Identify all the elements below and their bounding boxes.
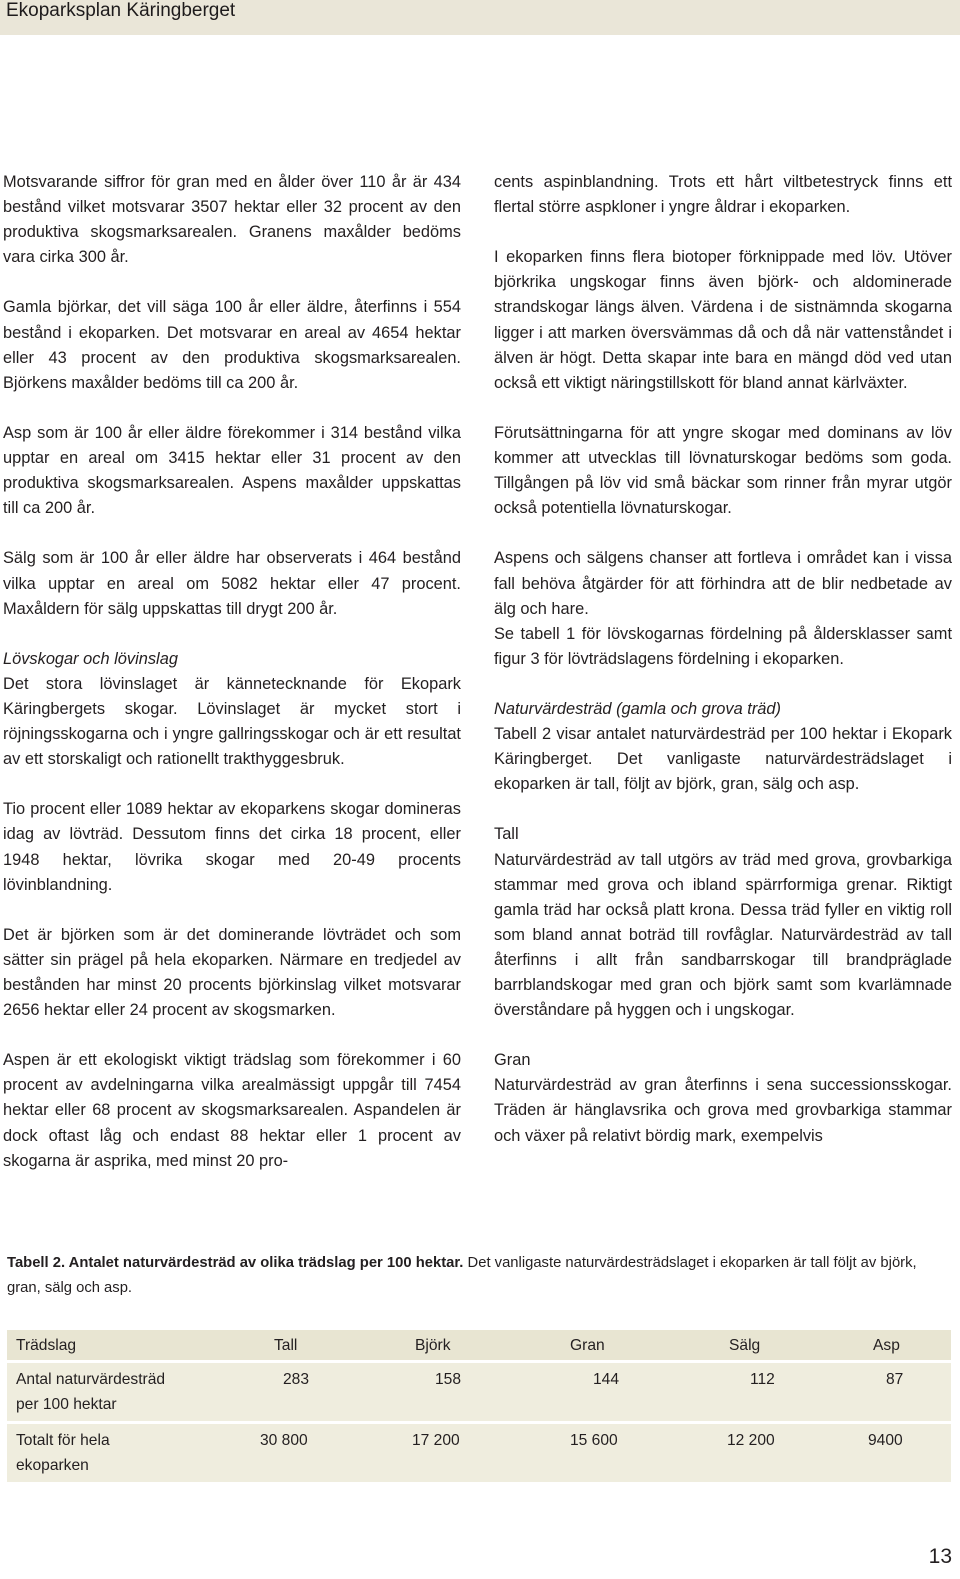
- paragraph: Se tabell 1 för lövskogarnas fördelning på åldersklasser samt figur 3 för lövträdslagens fördelning i ekoparken.: [494, 624, 952, 668]
- paragraph: Aspens och sälgens chanser att fortleva i området kan i vissa fall behöva åtgärder för att förhindra att de blir nedbetade av älg och hare.: [494, 549, 952, 618]
- table-header-cell: Sälg: [729, 1337, 761, 1354]
- table-header-cell: Björk: [415, 1337, 451, 1354]
- section-lovskogar: [3, 647, 461, 772]
- page-number: 13: [928, 1545, 952, 1568]
- paragraph: Förutsättningarna för att yngre skogar med dominans av löv kommer att utvecklas till lövnaturskogar bedöms som goda. Tillgången på löv vid små bäckar som rinner från myrar utgör också potentiella lövnaturskogar.: [494, 423, 952, 518]
- paragraph: Asp som är 100 år eller äldre förekommer i 314 bestånd vilka upptar en areal om 3415 hektar eller 31 procent av den produktiva skogsmarksarealen. Aspens maxålder uppskattas till ca 200 år.: [3, 423, 461, 518]
- table-cell: 17 200: [412, 1432, 460, 1449]
- caption-text: Det vanligaste naturvärdesträdslaget i ekoparken är tall följt av björk, gran, sälg och asp.: [7, 1255, 917, 1296]
- table-cell: 144: [593, 1371, 620, 1388]
- paragraph: Gamla björkar, det vill säga 100 år eller äldre, återfinns i 554 bestånd i ekoparken. Det motsvarar en areal av 4654 hektar eller 43 procent av den produktiva skogsmarksarealen. Björkens maxålder bedöms till ca 200 år.: [3, 298, 461, 392]
- table-cell: 30 800: [260, 1432, 308, 1449]
- paragraph: I ekoparken finns flera biotoper förknippade med löv. Utöver björkrika ungskogar finns även björk- och aldominerade strandskogar längs älven. Värdena i de sistnämnda skogarna ligger i att marken översvämmas då och då när vattenståndet i älven är högt. Detta skapar inte bara en mängd död ved utan också ett viktigt näringstillskott för bland annat kärlväxter.: [494, 248, 952, 392]
- table-cell: 283: [283, 1371, 310, 1388]
- section-gran: [494, 1048, 952, 1148]
- section-text: Naturvärdesträd av tall utgörs av träd med grova, grovbarkiga stammar med grova och ibland spärrformiga grenar. Riktigt gamla träd har också platt krona. Dessa träd fyller en viktig roll som bland annat boträd till rovfåglar. Naturvärdesträd av tall återfinns i allt från sandbarrskogar till brandpräglade barrblandskogar med gran och björk samt som kvarlämnade överståndare på hyggen och i ungskogar.: [494, 850, 952, 1020]
- row-label-line: Totalt för hela: [16, 1432, 110, 1449]
- section-heading: Gran: [494, 1051, 531, 1070]
- table-caption: [7, 1251, 952, 1301]
- paragraph: Motsvarande siffror för gran med en ålder över 110 år är 434 bestånd vilket motsvarar 3507 hektar eller 32 procent av den produktiva skogsmarksarealen. Granens maxålder bedöms vara cirka 300 år.: [3, 173, 461, 267]
- row-label-line: Antal naturvärdesträd: [16, 1371, 166, 1388]
- table-header-cell: Asp: [873, 1337, 900, 1354]
- table-header-cell: Trädslag: [16, 1337, 77, 1354]
- left-column: [3, 170, 461, 1174]
- section-heading: Naturvärdesträd (gamla och grova träd): [494, 699, 781, 718]
- page-header: [0, 0, 960, 35]
- table-cell: 112: [750, 1371, 775, 1388]
- table-header-row: [7, 1330, 951, 1360]
- section-text: Det stora lövinslaget är kännetecknande för Ekopark Käringbergets skogar. Lövinslaget är mycket stort i röjningsskogarna och i yngre gallringsskogar och är ett resultat av ett storskaligt och rationellt trakthyggesbruk.: [3, 674, 461, 769]
- section-heading: Tall: [494, 825, 519, 844]
- section-text: Tabell 2 visar antalet naturvärdesträd per 100 hektar i Ekopark Käringberget. Det vanligaste naturvärdesträdslaget i ekoparken är tall, följt av björk, gran, sälg och asp.: [494, 725, 952, 794]
- paragraph: Det är björken som är det dominerande lövträdet och som sätter sin prägel på hela ekoparken. Närmare en tredjedel av bestånden har minst 20 procents björkinslag vilket motsvarar 2656 hektar eller 24 procent av skogsmarken.: [3, 925, 461, 1020]
- table-cell: 87: [886, 1371, 904, 1388]
- paragraph: cents aspinblandning. Trots ett hårt viltbetestryck finns ett flertal större aspkloner i yngre åldrar i ekoparken.: [494, 173, 952, 217]
- section-heading: Lövskogar och lövinslag: [3, 649, 178, 668]
- table-row: [7, 1424, 951, 1482]
- table-cell: 12 200: [727, 1432, 775, 1449]
- tree-table: [7, 1330, 951, 1485]
- table-header-cell: Gran: [570, 1337, 605, 1354]
- section-tall: [494, 822, 952, 1023]
- section-text: Naturvärdesträd av gran återfinns i sena successionsskogar. Träden är hänglavsrika och grova med grovbarkiga stammar och växer på relativt bördig mark, exempelvis: [494, 1076, 952, 1145]
- table-cell: 158: [435, 1371, 462, 1388]
- row-label-line: per 100 hektar: [16, 1396, 117, 1413]
- row-label-line: ekoparken: [16, 1457, 89, 1474]
- caption-title: Tabell 2. Antalet naturvärdesträd av olika trädslag per 100 hektar.: [7, 1255, 464, 1271]
- document-title: Ekoparksplan Käringberget: [6, 0, 236, 21]
- paragraph: Sälg som är 100 år eller äldre har observerats i 464 bestånd vilka upptar en areal om 5082 hektar eller 47 procent. Maxåldern för sälg uppskattas till drygt 200 år.: [3, 549, 461, 618]
- section-naturvardestrad: [494, 697, 952, 797]
- paragraph: Aspen är ett ekologiskt viktigt trädslag som förekommer i 60 procent av avdelningarna vilka arealmässigt uppgår till 7454 hektar eller 68 procent av skogsmarksarealen. Aspandelen är dock oftast låg och endast 88 hektar eller 1 procent av skogarna är asprika, med minst 20 pro-: [3, 1051, 461, 1170]
- right-column: [494, 170, 952, 1149]
- table-row: [7, 1363, 951, 1421]
- table-header-cell: Tall: [274, 1337, 298, 1354]
- table-cell: 15 600: [570, 1432, 618, 1449]
- paragraph: Tio procent eller 1089 hektar av ekoparkens skogar domineras idag av lövträd. Dessutom finns det cirka 18 procent, eller 1948 hektar, lövrika skogar med 20-49 procents lövinblandning.: [3, 800, 461, 894]
- table-cell: 9400: [868, 1432, 903, 1449]
